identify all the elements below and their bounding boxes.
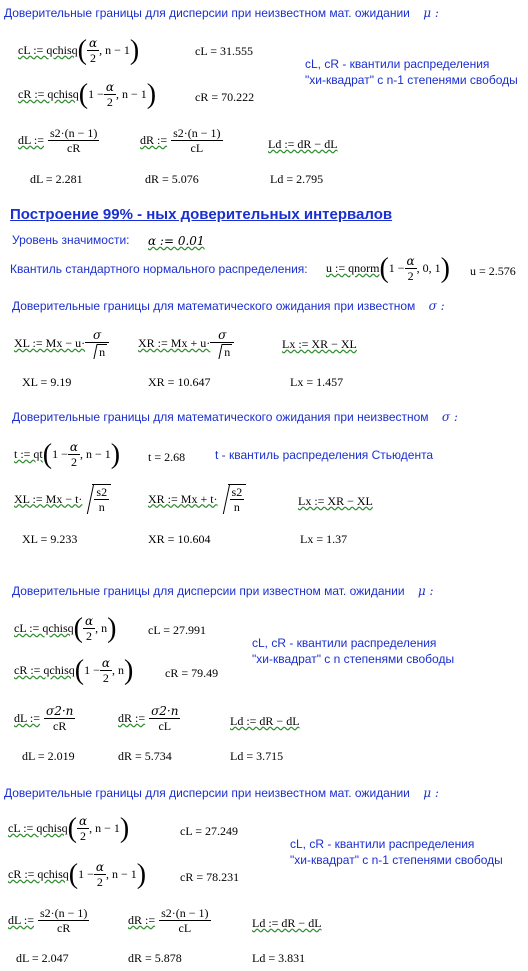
- b4-title: [12, 584, 434, 598]
- b3-Lx-formula[interactable]: [298, 494, 373, 509]
- frac-den: cL: [178, 921, 192, 935]
- b5-dL-formula[interactable]: [8, 906, 89, 935]
- paren-close: ): [123, 654, 134, 686]
- b5-Ld-def: Ld := dR − dL: [252, 916, 322, 930]
- b3-XL-val: XL = 9.233: [22, 532, 78, 546]
- paren-close: ): [136, 858, 147, 890]
- b4-dR-def: dR :=: [118, 711, 146, 725]
- b5-mu: μ :: [423, 786, 439, 800]
- frac-num: s2: [231, 485, 243, 499]
- sqrt-symbol: [212, 344, 232, 359]
- frac-den: 2: [106, 95, 113, 109]
- quantile-formula[interactable]: [326, 254, 450, 283]
- frac-num: σ2·n: [46, 704, 74, 718]
- b3-t-formula[interactable]: [14, 440, 120, 469]
- frac-num: α: [78, 814, 88, 828]
- b3-t-tail: , n − 1: [80, 447, 111, 461]
- paren-open: (: [73, 612, 83, 644]
- frac-num: α: [406, 254, 415, 268]
- level-formula[interactable]: [148, 234, 205, 249]
- paren-open: (: [77, 34, 87, 66]
- b1-dL-formula[interactable]: [18, 126, 99, 155]
- b3-title-text: Доверительные границы для математического ожидания при неизвестном: [12, 410, 429, 424]
- b5-cL-frac: [77, 814, 89, 843]
- b4-cL-val: cL = 27.991: [148, 623, 206, 637]
- b5-dL-def: dL :=: [8, 913, 34, 927]
- b5-cR-val: cR = 78.231: [180, 870, 240, 884]
- level-label: Уровень значимости:: [12, 233, 130, 247]
- b1-Ld-val: Ld = 2.795: [270, 172, 324, 186]
- b1-cL-formula[interactable]: [18, 36, 139, 65]
- frac-num: s2·(n − 1): [40, 906, 88, 920]
- frac-num: α: [101, 656, 110, 670]
- b3-t-pre: 1 −: [52, 447, 68, 461]
- b3-t-note: t - квантиль распределения Стьюдента: [215, 448, 434, 462]
- b4-note1: cL, cR - квантили распределения: [252, 636, 437, 650]
- b4-dR-frac: [149, 704, 180, 733]
- quantile-label: Квантиль стандартного нормального распределения:: [10, 262, 308, 276]
- b3-title: [12, 410, 458, 424]
- b3-sigma: σ :: [441, 410, 458, 424]
- b5-cL-formula[interactable]: [8, 814, 129, 843]
- b2-Lx-def: Lx := XR − XL: [282, 337, 357, 351]
- b4-cR-frac: [100, 656, 112, 685]
- level-expr: α := 0.01: [148, 234, 205, 248]
- b1-dR-val: dR = 5.076: [145, 172, 199, 186]
- b1-title: [4, 6, 439, 20]
- b1-mu: μ :: [423, 6, 439, 20]
- b3-Lx-def: Lx := XR − XL: [298, 494, 373, 508]
- frac-num: α: [88, 36, 98, 50]
- frac-den: 2: [80, 829, 87, 843]
- b3-t-def: t := qt: [14, 447, 43, 461]
- b4-cL-def: cL := qchisq: [14, 621, 74, 635]
- frac-den: cL: [190, 141, 204, 155]
- frac-num: σ: [85, 328, 109, 343]
- b2-XR-val: XR = 10.647: [148, 375, 211, 389]
- sqrt-symbol: [218, 484, 247, 514]
- b4-dR-val: dR = 5.734: [118, 749, 172, 763]
- paren-close: ): [129, 34, 140, 66]
- b4-cR-val: cR = 79.49: [165, 666, 219, 680]
- b2-XR-def: XR := Mx + u·: [138, 335, 211, 350]
- frac-num: s2·(n − 1): [50, 126, 98, 140]
- b1-cR-tail: , n − 1: [115, 87, 147, 101]
- paren-open: (: [67, 812, 77, 844]
- b5-title: [4, 786, 439, 800]
- b1-dL-def: dL :=: [18, 133, 44, 147]
- b4-dL-formula[interactable]: [14, 704, 75, 733]
- b2-title: [12, 299, 445, 313]
- frac-den: 2: [102, 671, 109, 685]
- b4-Ld-val: Ld = 3.715: [230, 749, 284, 763]
- frac-den: cR: [57, 921, 71, 935]
- b1-note1: cL, cR - квантили распределения: [305, 57, 490, 71]
- b2-sigma: σ :: [428, 299, 445, 313]
- paren-close: ): [110, 438, 121, 470]
- b5-Ld-formula[interactable]: [252, 916, 322, 931]
- b5-cL-def: cL := qchisq: [8, 821, 68, 835]
- b2-XL-def: XL := Mx − u·: [14, 335, 86, 350]
- b1-Ld-formula[interactable]: [268, 137, 338, 152]
- frac-den: cL: [158, 719, 172, 733]
- b3-XR-def: XR := Mx + t·: [148, 491, 218, 506]
- b5-dL-frac: [38, 906, 89, 935]
- b1-cR-formula[interactable]: [18, 80, 156, 109]
- b4-cL-frac: [83, 614, 95, 643]
- frac-den: n: [224, 344, 231, 359]
- frac-den: n: [233, 500, 240, 514]
- b5-note2: "хи-квадрат" с n-1 степенями свободы: [290, 853, 503, 867]
- b5-cL-val: cL = 27.249: [180, 824, 238, 838]
- b2-XR-frac: [210, 328, 234, 359]
- b4-Ld-def: Ld := dR − dL: [230, 714, 300, 728]
- frac-den: cR: [53, 719, 67, 733]
- b5-title-text: Доверительные границы для дисперсии при неизвестном мат. ожидании: [4, 786, 410, 800]
- b5-dR-def: dR :=: [128, 913, 156, 927]
- paren-close: ): [107, 612, 117, 644]
- b4-cR-tail: , n: [111, 663, 124, 677]
- b3-XR-val: XR = 10.604: [148, 532, 211, 546]
- quantile-pre: 1 −: [388, 261, 405, 275]
- b1-cR-pre: 1 −: [88, 87, 104, 101]
- b4-cL-formula[interactable]: [14, 614, 116, 643]
- b1-dL-val: dL = 2.281: [30, 172, 83, 186]
- b3-XR-formula[interactable]: [148, 484, 246, 514]
- b4-dL-def: dL :=: [14, 711, 40, 725]
- b5-dR-formula[interactable]: [128, 906, 211, 935]
- b1-Ld-def: Ld := dR − dL: [268, 137, 338, 151]
- quantile-def: u := qnorm: [326, 261, 380, 275]
- frac-den: 2: [96, 875, 103, 889]
- b1-dR-def: dR :=: [140, 133, 168, 147]
- paren-open: (: [74, 654, 85, 686]
- b5-cR-pre: 1 −: [78, 867, 94, 881]
- b3-XL-formula[interactable]: [14, 484, 111, 514]
- paren-close: ): [440, 252, 450, 284]
- b1-dR-frac: [171, 126, 222, 155]
- b1-title-text: Доверительные границы для дисперсии при неизвестном мат. ожидании: [4, 6, 410, 20]
- frac-den: n: [99, 344, 106, 359]
- quantile-tail: , 0, 1: [416, 261, 441, 275]
- b1-cR-val: cR = 70.222: [195, 90, 255, 104]
- frac-num: s2·(n − 1): [173, 126, 221, 140]
- b4-dR-formula[interactable]: [118, 704, 180, 733]
- frac-num: α: [105, 80, 114, 94]
- b1-cL-val: cL = 31.555: [195, 44, 253, 58]
- b5-cR-frac: [94, 860, 106, 889]
- b3-XR-frac: [230, 485, 245, 514]
- frac-den: cR: [67, 141, 81, 155]
- frac-num: s2·(n − 1): [161, 906, 209, 920]
- b5-cR-def: cR := qchisq: [8, 867, 69, 881]
- b5-Ld-val: Ld = 3.831: [252, 951, 306, 965]
- frac-num: s2: [96, 485, 108, 499]
- quantile-frac: [405, 254, 417, 283]
- b4-note2: "хи-квадрат" с n степенями свободы: [252, 652, 455, 666]
- b1-dL-frac: [48, 126, 99, 155]
- b4-dL-val: dL = 2.019: [22, 749, 75, 763]
- b4-cR-formula[interactable]: [14, 656, 133, 685]
- b4-cR-def: cR := qchisq: [14, 663, 75, 677]
- paren-close: ): [146, 78, 157, 110]
- b4-title-text: Доверительные границы для дисперсии при известном мат. ожидании: [12, 584, 405, 598]
- b1-dR-formula[interactable]: [140, 126, 223, 155]
- b2-XL-frac: [85, 328, 109, 359]
- sqrt-symbol: [87, 344, 107, 359]
- b5-note1: cL, cR - квантили распределения: [290, 837, 475, 851]
- b5-dL-val: dL = 2.047: [16, 951, 69, 965]
- b3-XL-def: XL := Mx − t·: [14, 491, 83, 506]
- frac-den: n: [98, 500, 105, 514]
- paren-open: (: [68, 858, 79, 890]
- b2-title-text: Доверительные границы для математического ожидания при известном: [12, 299, 416, 313]
- b5-dR-frac: [159, 906, 210, 935]
- b2-XR-formula[interactable]: [138, 328, 234, 359]
- b5-cR-formula[interactable]: [8, 860, 146, 889]
- b3-t-frac: [68, 440, 80, 469]
- b1-cL-tail: , n − 1: [99, 43, 130, 57]
- paren-open: (: [78, 78, 89, 110]
- frac-num: α: [69, 440, 78, 454]
- b5-dR-val: dR = 5.878: [128, 951, 182, 965]
- b5-cR-tail: , n − 1: [105, 867, 137, 881]
- b2-Lx-formula[interactable]: [282, 337, 357, 352]
- quantile-val: u = 2.576: [470, 264, 516, 278]
- frac-den: 2: [70, 455, 77, 469]
- paren-open: (: [42, 438, 53, 470]
- frac-num: α: [84, 614, 94, 628]
- b1-cR-frac: [104, 80, 116, 109]
- frac-den: 2: [407, 269, 414, 283]
- b3-XL-frac: [94, 485, 109, 514]
- b5-cL-tail: , n − 1: [89, 821, 120, 835]
- b3-Lx-val: Lx = 1.37: [300, 532, 348, 546]
- frac-den: 2: [86, 629, 93, 643]
- frac-num: σ: [210, 328, 234, 343]
- b2-XL-val: XL = 9.19: [22, 375, 72, 389]
- frac-num: α: [95, 860, 104, 874]
- b2-Lx-val: Lx = 1.457: [290, 375, 344, 389]
- b4-cR-pre: 1 −: [84, 663, 100, 677]
- sqrt-symbol: [82, 484, 111, 514]
- paren-close: ): [119, 812, 130, 844]
- b1-cL-def: cL := qchisq: [18, 43, 78, 57]
- b4-cL-tail: , n: [95, 621, 108, 635]
- section-heading: Построение 99% - ных доверительных интервалов: [10, 206, 393, 223]
- b4-dL-frac: [44, 704, 75, 733]
- b2-XL-formula[interactable]: [14, 328, 109, 359]
- b1-note2: "хи-квадрат" с n-1 степенями свободы: [305, 73, 518, 87]
- paren-open: (: [379, 252, 389, 284]
- b4-Ld-formula[interactable]: [230, 714, 300, 729]
- frac-den: 2: [90, 51, 97, 65]
- frac-num: σ2·n: [151, 704, 179, 718]
- b4-mu: μ :: [417, 584, 434, 598]
- b3-t-val: t = 2.68: [148, 450, 186, 464]
- b1-cL-frac: [87, 36, 99, 65]
- b1-cR-def: cR := qchisq: [18, 87, 79, 101]
